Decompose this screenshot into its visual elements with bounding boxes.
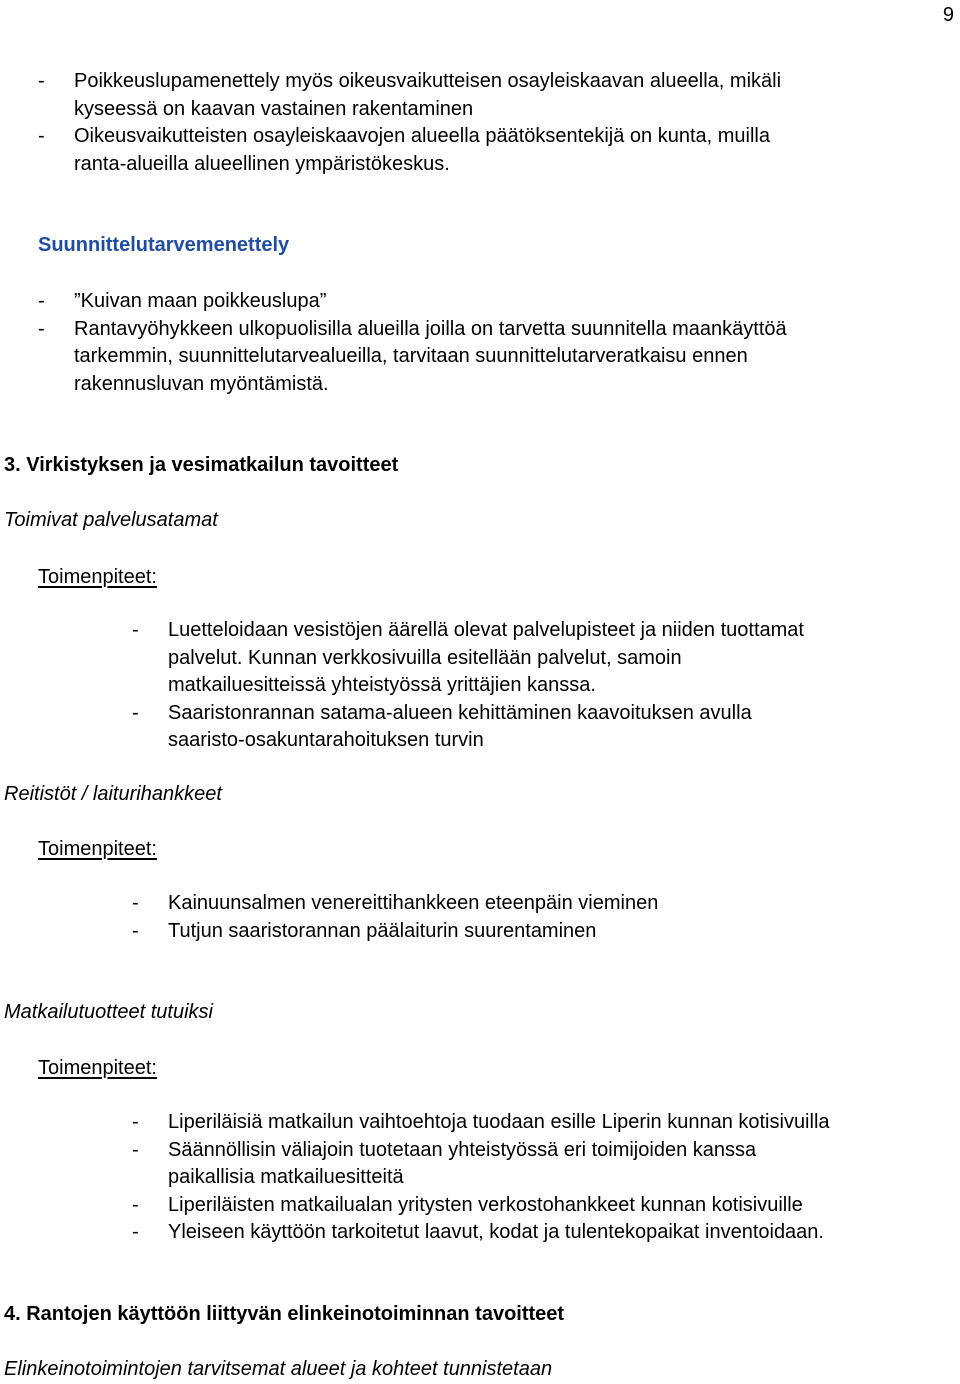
- routes-measures-list: [132, 890, 658, 945]
- bullet-dash: -: [132, 701, 139, 724]
- bullet-dash: -: [132, 919, 139, 942]
- list-item: - Poikkeuslupamenettely myös oikeusvaikutteisen osayleiskaavan alueella, mikäli kyseessä on kaavan vastainen rakentaminen: [38, 70, 782, 120]
- list-item: - Kainuunsalmen venereittihankkeen eteenpäin vieminen: [132, 890, 658, 918]
- bullet-dash: -: [38, 317, 45, 340]
- section-heading-4: 4. Rantojen käyttöön liittyvän elinkeinotoiminnan tavoitteet: [4, 1303, 565, 1325]
- section-4-subtitle: Elinkeinotoimintojen tarvitsemat alueet ja kohteet tunnistetaan: [4, 1358, 553, 1380]
- subsection-title-harbours: Toimivat palvelusatamat: [4, 509, 218, 531]
- tourism-measures-list: [132, 1109, 830, 1247]
- bullet-dash: -: [132, 1193, 139, 1216]
- list-item: - Liperiläisiä matkailun vaihtoehtoja tuodaan esille Liperin kunnan kotisivuilla: [132, 1109, 830, 1137]
- list-item: - Rantavyöhykkeen ulkopuolisilla alueilla joilla on tarvetta suunnitella maankäyttöä tarkemmin, suunnittelutarvealueilla, tarvitaan suunnittelutarveratkaisu ennen rakennusluvan myöntämistä.: [38, 317, 787, 395]
- section-heading-planning: Suunnittelutarvemenettely: [38, 234, 290, 256]
- subsection-title-routes: Reitistöt / laiturihankkeet: [4, 783, 222, 805]
- list-item: - ”Kuivan maan poikkeuslupa”: [38, 288, 787, 316]
- bullet-dash: -: [132, 1221, 139, 1243]
- subsection-title-tourism-products: Matkailutuotteet tutuiksi: [4, 1001, 213, 1023]
- section-heading-3: 3. Virkistyksen ja vesimatkailun tavoitteet: [4, 454, 399, 476]
- bullet-dash: -: [38, 70, 45, 92]
- harbour-measures-list: [132, 617, 804, 755]
- planning-list: [38, 288, 787, 398]
- list-item: - Luetteloidaan vesistöjen äärellä olevat palvelupisteet ja niiden tuottamat palvelut. Kunnan verkkosivuilla esitellään palvelut, samoin matkailuesitteissä yhteistyössä yrittäjien kanssa.: [132, 619, 804, 696]
- bullet-dash: -: [38, 290, 45, 312]
- bullet-dash: -: [132, 619, 139, 641]
- bullet-dash: -: [38, 125, 45, 147]
- page-number: 9: [942, 4, 954, 26]
- list-item: - Saaristonrannan satama-alueen kehittäminen kaavoituksen avulla saaristo-osakuntarahoituksen turvin: [132, 701, 752, 751]
- bullet-dash: -: [132, 1138, 139, 1161]
- list-item: - Yleiseen käyttöön tarkoitetut laavut, kodat ja tulentekopaikat inventoidaan.: [132, 1219, 830, 1247]
- list-item: - Oikeusvaikutteisten osayleiskaavojen alueella päätöksentekijä on kunta, muilla ranta-alueilla alueellinen ympäristökeskus.: [38, 125, 770, 175]
- bullet-dash: -: [132, 1111, 139, 1133]
- intro-list: [38, 68, 781, 178]
- bullet-dash: -: [132, 892, 139, 914]
- list-item: - Liperiläisten matkailualan yritysten verkostohankkeet kunnan kotisivuille: [132, 1192, 830, 1220]
- measures-label: Toimenpiteet:: [38, 838, 157, 860]
- measures-label: Toimenpiteet:: [38, 566, 157, 588]
- list-item: - Säännöllisin väliajoin tuotetaan yhteistyössä eri toimijoiden kanssa paikallisia matkailuesitteitä: [132, 1138, 757, 1188]
- list-item: - Tutjun saaristorannan päälaiturin suurentaminen: [132, 918, 658, 946]
- measures-label: Toimenpiteet:: [38, 1057, 157, 1079]
